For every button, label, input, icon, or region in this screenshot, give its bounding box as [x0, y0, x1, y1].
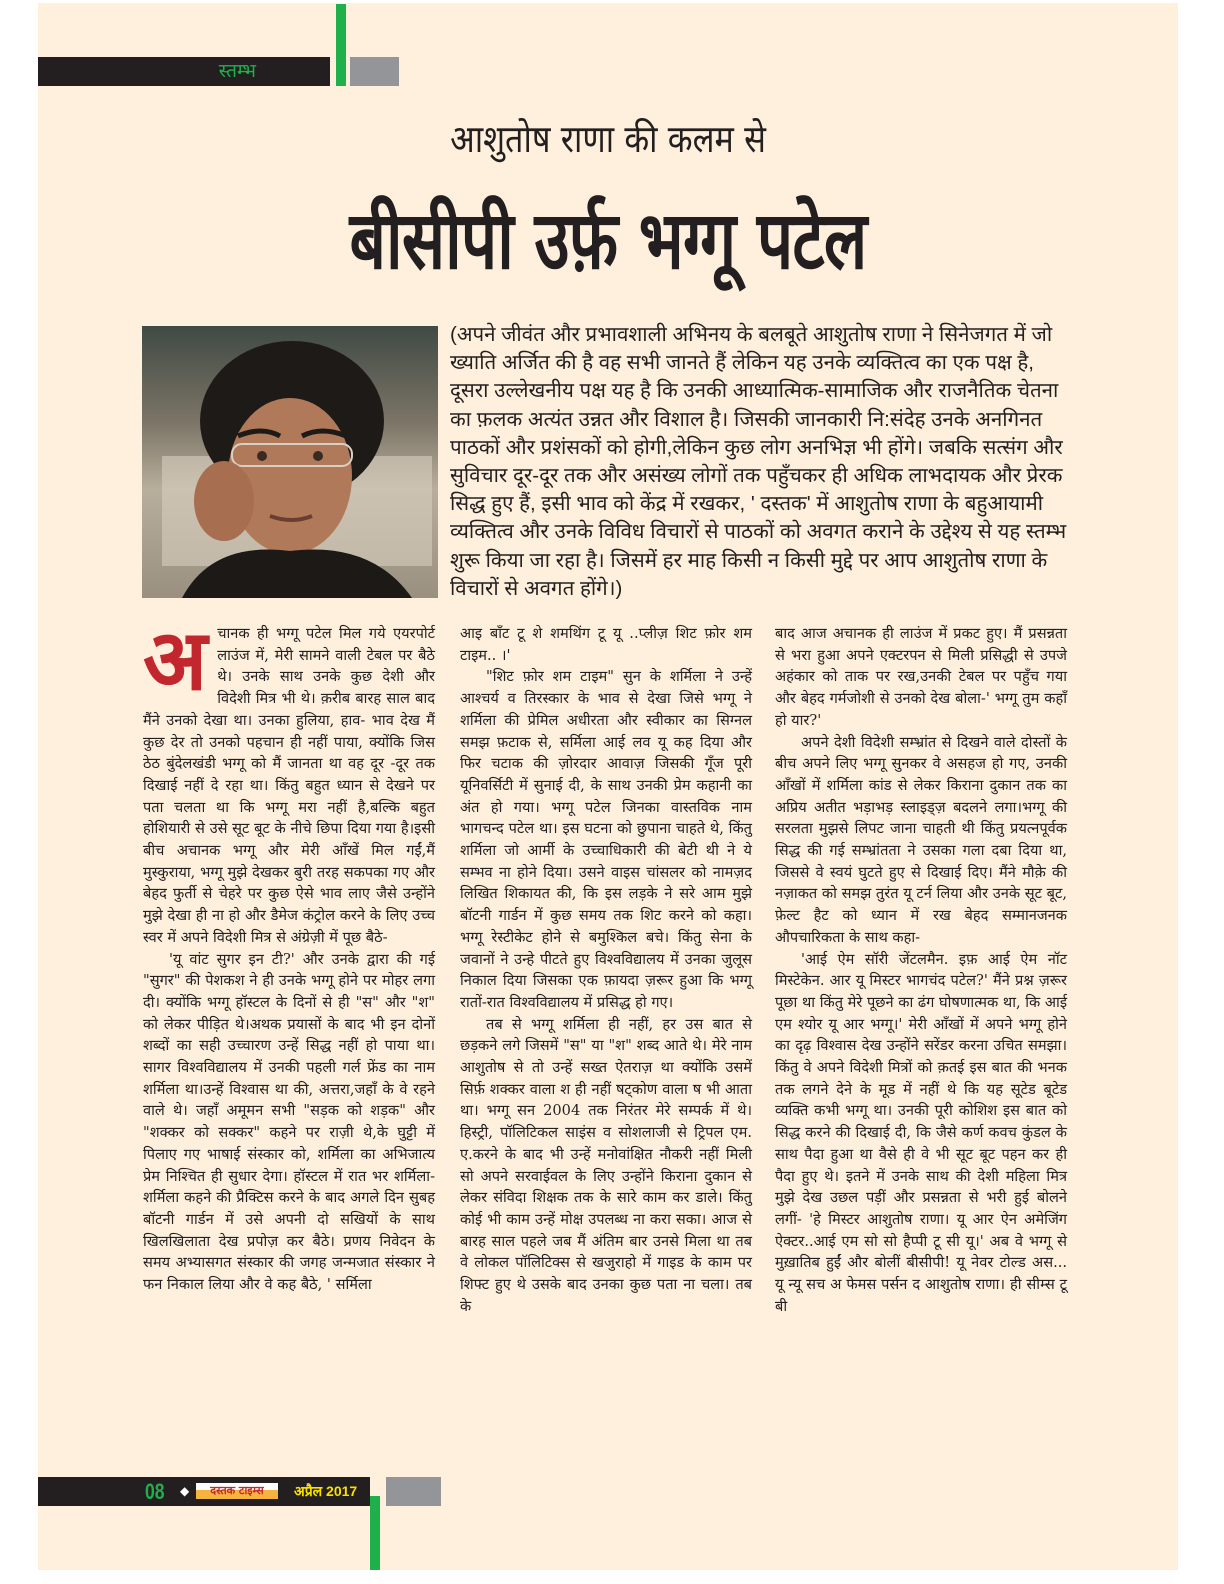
- paragraph: अपने देशी विदेशी सम्भ्रांत से दिखने वाले दोस्तों के बीच अपने लिए भग्गू सुनकर वे असहज हो गए, उनकी आँखों में शर्मिला कांड से लेकर किराना दुकान तक का अप्रिय अतीत भड़ाभड़ स्लाइड्ज़ बदलने लगा।भग्गू की सरलता मुझसे लिपट जाना चाहती थी किंतु प्रयत्नपूर्वक सिद्ध की गई सम्भ्रांतता ने उसका गला दबा दिया था, जिससे वे स्वयं घुटते हुए से दिखाई दिए। मैंने मौक़े की नज़ाकत को समझ तुरंत यू टर्न लिया और उनके सूट बूट, फ़ेल्ट हैट को ध्यान में रख बेहद सम्मानजनक औपचारिकता के साथ कहा-: [775, 733, 1067, 946]
- paragraph: आइ बॉंट टू शे शमथिंग टू यू ..प्लीज़ शिट फ़ोर शम टाइम.. ।': [460, 625, 752, 664]
- column-kicker: आशुतोष राणा की कलम से: [450, 117, 766, 161]
- paragraph: 'आई ऐम सॉरी जेंटलमैन. इफ़ आई ऐम नॉट मिस्टेकेन. आर यू मिस्टर भागचंद पटेल?' मैंने प्रश्न ज़रूर पूछा था किंतु मेरे पूछने का ढंग घोषणात्मक था, कि आई एम श्योर यू आर भग्गू।' मेरी आँखों में अपने भग्गू होने का दृढ़ विश्वास देख उन्होंने सरेंडर करना उचित समझा। किंतु वे अपने विदेशी मित्रों को क़तई इस बात की भनक तक लगने देने के मूड में नहीं थे कि यह सूटेड बूटेड व्यक्ति कभी भग्गू था। उनकी पूरी कोशिश इस बात को सिद्ध करने की दिखाई दी, कि जैसे कर्ण कवच कुंडल के साथ पैदा हुआ था वैसे ही वे भी सूट बूट पहन कर ही पैदा हुए थे। इतने में उनके साथ की देशी महिला मित्र मुझे देख उछल पड़ीं और प्रसन्नता से भरी हुई बोलने लगीं- 'हे मिस्टर आशुतोष राणा। यू आर ऐन अमेजिंग ऐक्टर..आई एम सो सो हैप्पी टू सी यू।' अब वे भग्गू से मुख़ातिब हुईं और बोलीं बीसीपी! यू नेवर टोल्ड अस... यू न्यू सच अ फेमस पर्सन द आशुतोष राणा। ही सीम्स टू बी: [775, 950, 1067, 1315]
- gray-accent-block-top: [350, 57, 399, 86]
- intro-text: (अपने जीवंत और प्रभावशाली अभिनय के बलबूते आशुतोष राणा ने सिनेजगत में जो ख्याति अर्जित की है वह सभी जानते हैं लेकिन यह उनके व्यक्तित्व का एक पक्ष है, दूसरा उल्लेखनीय पक्ष यह है कि उनकी आध्यात्मिक-सामाजिक और राजनैतिक चेतना का फ़लक अत्यंत उन्नत और विशाल है। जिसकी जानकारी नि:संदेह उनके अनगिनत पाठकों और प्रशंसकों को होगी,लेकिन कुछ लोग अनभिज्ञ भी होंगे। जबकि सत्संग और सुविचार दूर-दूर तक और असंख्य लोगों तक पहुँचकर ही अधिक लाभदायक और प्रेरक सिद्ध हुए हैं, इसी भाव को केंद्र में रखकर, ' दस्तक' में आशुतोष राणा के बहुआयामी व्यक्तित्व और उनके विविध विचारों से पाठकों को अवगत कराने के उद्देश्य से यह स्तम्भ शुरू किया जा रहा है। जिसमें हर माह किसी न किसी मुद्दे पर आप आशुतोष राणा के विचारों से अवगत होंगे।): [450, 323, 1067, 600]
- author-photo: [142, 326, 438, 598]
- article-column-2: [460, 623, 752, 1318]
- drop-cap: अ: [143, 611, 208, 709]
- green-accent-stripe-top: [336, 4, 346, 86]
- footer-bar: [38, 1477, 370, 1506]
- paragraph: 'यू वांट सुगर इन टी?' और उनके द्वारा की गई "सुगर" की पेशकश ने ही उनके भग्गू होने पर मोहर लगा दी। क्योंकि भग्गू हॉस्टल के दिनों से ही "स" और "श" को लेकर पीड़ित थे।अथक प्रयासों के बाद भी इन दोनों शब्दों का सही उच्चारण उन्हें सिद्ध नहीं हो पाया था। सागर विश्वविद्यालय में उनकी पहली गर्ल फ्रेंड का नाम शर्मिला था।उन्हें विश्वास था की, अत्तरा,जहाँ के वे रहने वाले थे। जहाँ अमूमन सभी "सड़क को शड़क" और "शक्कर को सक्कर" कहने पर राज़ी थे,के घुट्टी में पिलाए गए भाषाई संस्कार को, शर्मिला का अभिजात्य प्रेम निश्चित ही सुधार देगा। हॉस्टल में रात भर शर्मिला- शर्मिला कहने की प्रैक्टिस करने के बाद अगले दिन सुबह बॉटनी गार्डन में उसे अपनी दो सखियों के साथ खिलखिलाता देख प्रपोज़ कर बैठे। प्रणय निवेदन के समय अभ्यासगत संस्कार की जगह जन्मजात संस्कार ने फन निकाल लिया और वे कह बैठे, ' सर्मिला: [143, 950, 435, 1294]
- gray-accent-block-bottom: [386, 1477, 441, 1506]
- intro-blurb: [450, 321, 1078, 603]
- portrait-image-icon: [142, 326, 438, 598]
- paragraph: चानक ही भग्गू पटेल मिल गये एयरपोर्ट लाउंज में, मेरी सामने वाली टेबल पर बैठे थे। उनके साथ उनके कुछ देशी और विदेशी मित्र भी थे। क़रीब बारह साल बाद मैंने उनको देखा था। उनका हुलिया, हाव- भाव देख मैं कुछ देर तो उनको पहचान ही नहीं पाया, क्योंकि जिस ठेठ बुंदेलखंडी भग्गू को मैं जानता था वह दूर -दूर तक दिखाई नहीं दे रहा था। किंतु बहुत ध्यान से देखने पर पता चलता था कि भग्गू मरा नहीं है,बल्कि बहुत होशियारी से उसे सूट बूट के नीचे छिपा दिया गया है।इसी बीच अचानक भग्गू और मेरी आँखें मिल गईं,मैं मुस्कुराया, भग्गू मुझे देखकर बुरी तरह सकपका गए और बेहद फुर्ती से चेहरे पर कुछ ऐसे भाव लाए जैसे उन्होंने मुझे देखा ही ना हो और डैमेज कंट्रोल करने के लिए उच्च स्वर में अपने विदेशी मित्र से अंग्रेज़ी में पूछ बैठे-: [143, 625, 435, 946]
- diamond-bullet-icon: ◆: [180, 1484, 190, 1498]
- section-header-bar: [38, 57, 330, 86]
- page-number: 08: [145, 1479, 165, 1504]
- section-label: स्तम्भ: [218, 60, 256, 82]
- paragraph: "शिट फ़ोर शम टाइम" सुन के शर्मिला ने उन्हें आश्चर्य व तिरस्कार के भाव से देखा जिसे भग्गू ने शर्मिला की प्रेमिल अधीरता और स्वीकार का सिग्नल समझ फ़टाक से, सर्मिला आई लव यू कह दिया और फिर चटाक की ज़ोरदार आवाज़ जिसकी गूँज पूरी यूनिवर्सिटी में सुनाई दी, के साथ उनकी प्रेम कहानी का अंत हो गया। भग्गू पटेल जिनका वास्तविक नाम भागचन्द पटेल था। इस घटना को छुपाना चाहते थे, किंतु शर्मिला जो आर्मी के उच्चाधिकारी की बेटी थी ने ये सम्भव ना होने दिया। उसने वाइस चांसलर को नामज़द लिखित शिकायत की, कि इस लड़के ने सरे आम मुझे बॉटनी गार्डन में कुछ समय तक शिट करने को कहा। भग्गू रेस्टीकेट होने से बमुश्किल बचे। किंतु सेना के जवानों ने उन्हे पीटते हुए विश्वविद्यालय में उनका जुलूस निकाल दिया जिसका एक फ़ायदा ज़रूर हुआ कि भग्गू रातों-रात विश्वविद्यालय में प्रसिद्ध हो गए।: [460, 668, 752, 1011]
- green-accent-stripe-bottom: [370, 1496, 380, 1570]
- magazine-logo: दस्तक टाइम्स: [196, 1483, 278, 1499]
- paragraph: तब से भग्गू शर्मिला ही नहीं, हर उस बात से छड़कने लगे जिसमें "स" या "श" शब्द आते थे। मेरे नाम आशुतोष से तो उन्हें सख्त ऐतराज़ था क्योंकि उसमें सिर्फ़ शक्कर वाला श ही नहीं षट्कोण वाला ष भी आता था। भग्गू सन 2004 तक निरंतर मेरे सम्पर्क में थे। हिस्ट्री, पॉलिटिकल साइंस व सोशलाजी से ट्रिपल एम. ए.करने के बाद भी उन्हें मनोवांक्षित नौकरी नहीं मिली सो अपने सरवाईवल के लिए उन्होंने किराना दुकान से लेकर संविदा शिक्षक तक के सारे काम कर डाले। किंतु कोई भी काम उन्हें मोक्ष उपलब्ध ना करा सका। आज से बारह साल पहले जब मैं अंतिम बार उनसे मिला था तब वे लोकल पॉलिटिक्स से खजुराहो में गाइड के काम पर शिफ्ट हुए थे उसके बाद उनका कुछ पता ना चला। तब के: [460, 1015, 752, 1315]
- article-headline: बीसीपी उर्फ़ भग्गू पटेल: [349, 194, 867, 287]
- issue-date: अप्रैल 2017: [294, 1483, 358, 1499]
- article-column-1: [143, 611, 435, 1296]
- paragraph: बाद आज अचानक ही लाउंज में प्रकट हुए। मैं प्रसन्नता से भरा हुआ अपने एक्टरपन से मिली प्रसिद्धी से उपजे अहंकार को ताक पर रख,उनकी टेबल पर पहुँच गया और बेहद गर्मजोशी से उनको देख बोला-' भग्गू तुम कहाँ हो यार?': [775, 625, 1067, 729]
- magazine-page: [38, 3, 1178, 1570]
- article-column-3: [775, 623, 1067, 1318]
